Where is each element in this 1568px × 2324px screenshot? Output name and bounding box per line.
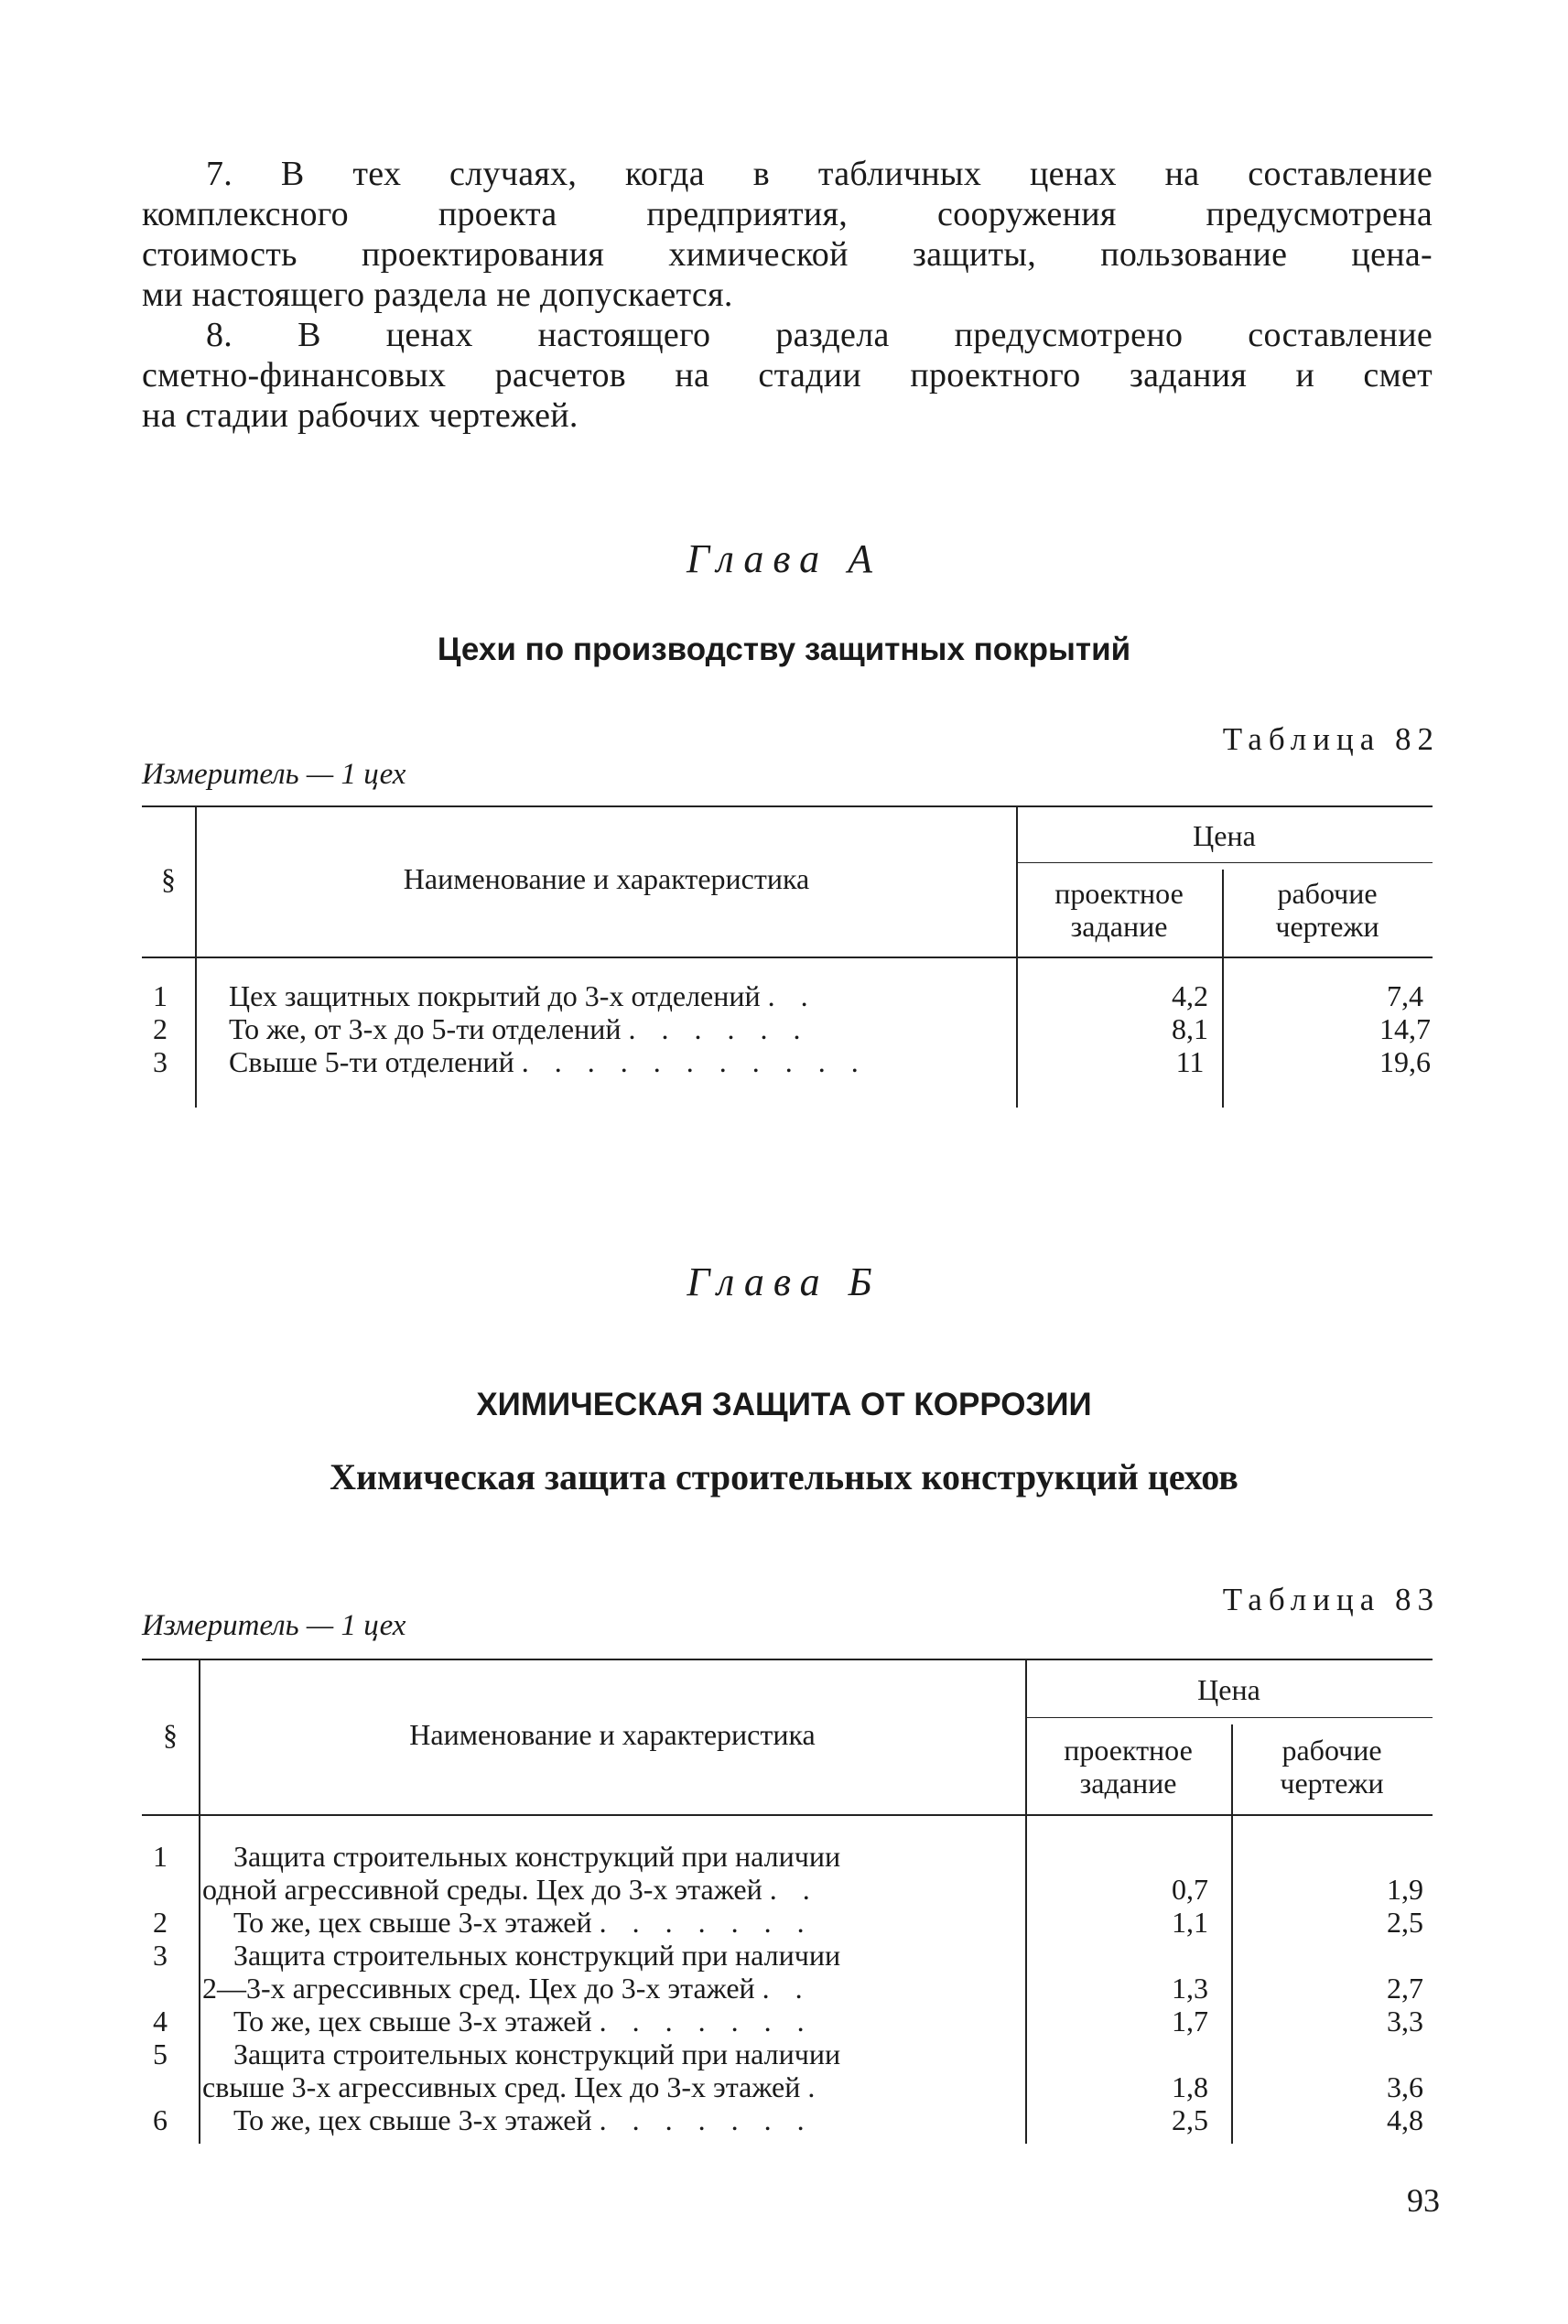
row-number: 4 — [153, 2005, 168, 2038]
value-design-task: 11 — [1175, 1045, 1205, 1078]
header-working-drawings — [1222, 877, 1433, 943]
header-line: проектное — [1064, 1734, 1193, 1767]
value-working-drawings: 7,4 — [1387, 979, 1423, 1012]
header-design-task — [1025, 1734, 1231, 1800]
text-line: комплексного проекта предприятия, сооружения предусмотрена — [142, 195, 1433, 233]
value-working-drawings: 19,6 — [1379, 1045, 1431, 1078]
chapter-b-heading: ХИМИЧЕСКАЯ ЗАЩИТА ОТ КОРРОЗИИ — [476, 1387, 1092, 1422]
header-line: чертежи — [1275, 910, 1379, 943]
row-name-line1: Защита строительных конструкций при наличии — [233, 2038, 841, 2070]
header-name: Наименование и характеристика — [403, 862, 810, 895]
row-number: 1 — [153, 979, 168, 1012]
leader-dots: . . — [767, 979, 817, 1012]
row-name-line1: Защита строительных конструкций при наличии — [233, 1939, 841, 1972]
row-name-text: То же, цех свыше 3-х этажей — [233, 1906, 592, 1939]
row-name-text: Цех защитных покрытий до 3-х отделений — [229, 979, 761, 1012]
value-working-drawings: 3,3 — [1387, 2005, 1423, 2038]
table82-label: Таблица 82 — [1222, 721, 1440, 757]
value-design-task: 1,3 — [1172, 1972, 1208, 2005]
text-line: стоимость проектирования химической защиты, пользование цена- — [142, 235, 1433, 274]
table82-measure: Измеритель — 1 цех — [142, 758, 406, 791]
row-name-text: То же, цех свыше 3-х этажей — [233, 2005, 592, 2038]
text-line: 7. В тех случаях, когда в табличных ценах на составление — [206, 155, 1433, 193]
value-working-drawings: 2,7 — [1387, 1972, 1423, 2005]
header-line: задание — [1070, 910, 1168, 943]
row-name-text: То же, цех свыше 3-х этажей — [233, 2103, 592, 2136]
table83-measure: Измеритель — 1 цех — [142, 1609, 406, 1642]
table83-label: Таблица 83 — [1222, 1582, 1440, 1617]
header-design-task — [1016, 877, 1222, 943]
header-line: рабочие — [1277, 877, 1378, 910]
value-design-task: 1,7 — [1172, 2005, 1208, 2038]
chapter-b-title: Глава Б — [687, 1259, 881, 1304]
row-name — [229, 1012, 1135, 1045]
value-design-task: 8,1 — [1172, 1012, 1208, 1045]
row-number: 6 — [153, 2103, 168, 2136]
leader-dots: . . . . . . — [628, 1012, 810, 1045]
header-line: рабочие — [1281, 1734, 1382, 1767]
chapter-a-title: Глава А — [686, 536, 882, 581]
value-working-drawings: 4,8 — [1387, 2103, 1423, 2136]
row-name — [202, 1873, 1108, 1906]
row-name-text: То же, от 3-х до 5-ти отделений — [229, 1012, 622, 1045]
header-price: Цена — [1197, 1673, 1260, 1706]
row-name — [202, 2070, 1108, 2103]
table-82 — [142, 805, 1433, 1117]
paragraph-8 — [142, 315, 1433, 436]
value-design-task: 1,8 — [1172, 2070, 1208, 2103]
text-line: ми настоящего раздела не допускается. — [142, 276, 733, 314]
row-name — [233, 2103, 1140, 2136]
leader-dots: . — [807, 2070, 825, 2103]
text-line: 8. В ценах настоящего раздела предусмотрено составление — [206, 316, 1433, 354]
row-name-text: одной агрессивной среды. Цех до 3-х этажей — [202, 1873, 762, 1906]
leader-dots: . . . . . . . . . . . — [521, 1045, 868, 1078]
row-name-line1: Защита строительных конструкций при наличии — [233, 1840, 841, 1873]
chapter-a-heading: Цехи по производству защитных покрытий — [437, 632, 1131, 667]
row-name-text: 2—3-х агрессивных сред. Цех до 3-х этажей — [202, 1972, 755, 2005]
page-number: 93 — [1407, 2182, 1440, 2219]
row-number: 1 — [153, 1840, 168, 1873]
row-number: 3 — [153, 1939, 168, 1972]
table-83 — [142, 1659, 1433, 2153]
header-section: § — [161, 862, 176, 895]
paragraph-7 — [142, 154, 1433, 315]
header-line: проектное — [1054, 877, 1184, 910]
row-number: 5 — [153, 2038, 168, 2070]
chapter-b-subheading: Химическая защита строительных конструкций цехов — [330, 1456, 1238, 1497]
row-name — [202, 1972, 1108, 2005]
text-line: сметно-финансовых расчетов на стадии проектного задания и смет — [142, 356, 1433, 395]
value-design-task: 0,7 — [1172, 1873, 1208, 1906]
leader-dots: . . — [762, 1972, 812, 2005]
row-name — [229, 1045, 1135, 1078]
header-price: Цена — [1193, 819, 1256, 852]
leader-dots: . . . . . . . — [599, 1906, 814, 1939]
header-name: Наименование и характеристика — [409, 1718, 816, 1751]
row-number: 2 — [153, 1906, 168, 1939]
row-name — [229, 979, 1135, 1012]
row-name — [233, 2005, 1140, 2038]
header-working-drawings — [1231, 1734, 1433, 1800]
row-name-text: Свыше 5-ти отделений — [229, 1045, 514, 1078]
header-line: чертежи — [1280, 1767, 1384, 1800]
leader-dots: . . — [769, 1873, 819, 1906]
value-design-task: 1,1 — [1172, 1906, 1208, 1939]
leader-dots: . . . . . . . — [599, 2103, 814, 2136]
text-line: на стадии рабочих чертежей. — [142, 396, 579, 435]
row-name — [233, 1906, 1140, 1939]
header-section: § — [163, 1718, 178, 1751]
value-working-drawings: 3,6 — [1387, 2070, 1423, 2103]
value-working-drawings: 2,5 — [1387, 1906, 1423, 1939]
leader-dots: . . . . . . . — [599, 2005, 814, 2038]
value-design-task: 4,2 — [1172, 979, 1208, 1012]
value-working-drawings: 1,9 — [1387, 1873, 1423, 1906]
value-working-drawings: 14,7 — [1379, 1012, 1431, 1045]
row-number: 3 — [153, 1045, 168, 1078]
row-name-text: свыше 3-х агрессивных сред. Цех до 3-х этажей — [202, 2070, 801, 2103]
header-line: задание — [1079, 1767, 1177, 1800]
value-design-task: 2,5 — [1172, 2103, 1208, 2136]
row-number: 2 — [153, 1012, 168, 1045]
